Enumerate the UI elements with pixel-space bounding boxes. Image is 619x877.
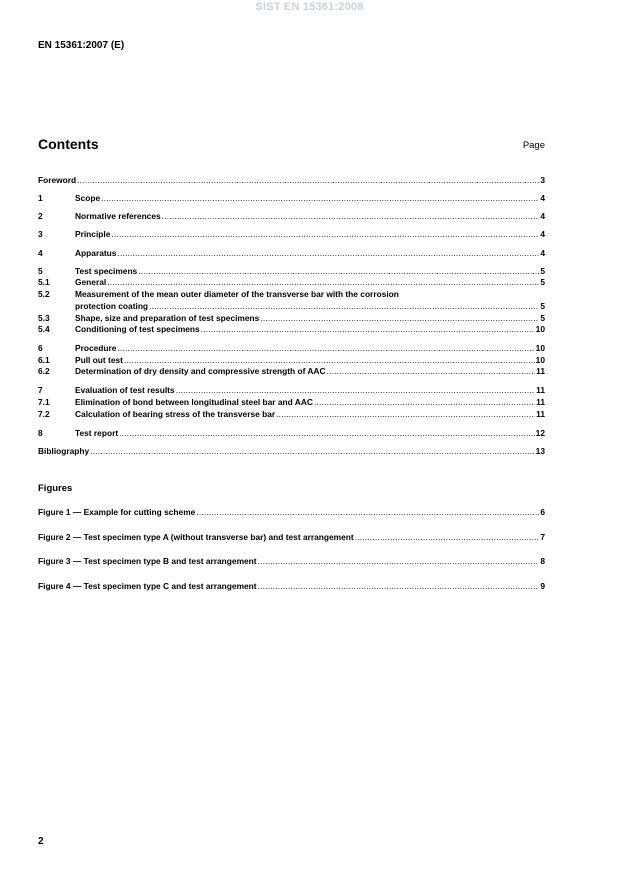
toc-page: 10 xyxy=(535,355,545,365)
toc-number: 8 xyxy=(38,428,43,438)
toc-entry-4[interactable] xyxy=(38,248,545,259)
toc-number: 1 xyxy=(38,193,43,203)
toc-entry-6-2[interactable] xyxy=(38,366,545,377)
dot-leader xyxy=(101,193,539,204)
toc-entry-7-2[interactable] xyxy=(38,409,545,420)
toc-entry-5-2[interactable] xyxy=(38,289,545,300)
dot-leader xyxy=(117,248,539,259)
toc-entry-5-3[interactable] xyxy=(38,313,545,324)
toc-title: Apparatus xyxy=(75,248,117,258)
figure-entry-3[interactable] xyxy=(38,556,545,567)
figure-page: 9 xyxy=(540,581,545,591)
toc-page: 4 xyxy=(540,193,545,203)
toc-number: 4 xyxy=(38,248,43,258)
toc-title: Principle xyxy=(75,229,111,239)
figure-page: 6 xyxy=(540,507,545,517)
page-column-label: Page xyxy=(522,140,545,151)
toc-page: 5 xyxy=(540,266,545,276)
toc-page: 11 xyxy=(536,397,545,407)
toc-page: 12 xyxy=(535,428,545,438)
toc-title: Pull out test xyxy=(75,355,123,365)
dot-leader xyxy=(276,409,535,420)
figure-entry-2[interactable] xyxy=(38,532,545,543)
toc-title: Procedure xyxy=(75,343,117,353)
figure-title: Figure 2 — Test specimen type A (without transverse bar) and test arrangement xyxy=(38,532,354,542)
figure-entry-4[interactable] xyxy=(38,581,545,592)
page-number: 2 xyxy=(38,836,44,847)
toc-page: 5 xyxy=(540,301,545,311)
dot-leader xyxy=(77,175,539,186)
toc-title: Determination of dry density and compressive strength of AAC xyxy=(75,366,326,376)
toc-title: Test specimens xyxy=(75,266,138,276)
toc-title: General xyxy=(75,277,107,287)
toc-page: 5 xyxy=(540,313,545,323)
toc-number: 7 xyxy=(38,385,43,395)
toc-number: 6.2 xyxy=(38,366,50,376)
dot-leader xyxy=(258,581,540,592)
toc-number: 3 xyxy=(38,229,43,239)
toc-entry-2[interactable] xyxy=(38,211,545,222)
toc-number: 2 xyxy=(38,211,43,221)
figure-page: 8 xyxy=(540,556,545,566)
toc-number: 6 xyxy=(38,343,43,353)
toc-page: 10 xyxy=(535,324,545,334)
toc-entry-7[interactable] xyxy=(38,385,545,396)
toc-title: protection coating xyxy=(75,301,149,311)
toc-title: Test report xyxy=(75,428,119,438)
toc-title: Foreword xyxy=(38,175,77,185)
toc-title: Scope xyxy=(75,193,101,203)
toc-page: 11 xyxy=(536,385,545,395)
dot-leader xyxy=(138,266,539,277)
toc-title: Evaluation of test results xyxy=(75,385,175,395)
dot-leader xyxy=(119,428,535,439)
toc-number: 7.2 xyxy=(38,409,50,419)
figure-page: 7 xyxy=(540,532,545,542)
dot-leader xyxy=(111,229,539,240)
toc-page: 4 xyxy=(540,211,545,221)
dot-leader xyxy=(196,507,539,518)
toc-page: 5 xyxy=(540,277,545,287)
dot-leader xyxy=(90,446,534,457)
toc-page: 4 xyxy=(540,248,545,258)
toc-title: Elimination of bond between longitudinal steel bar and AAC xyxy=(75,397,313,407)
toc-number: 7.1 xyxy=(38,397,50,407)
dot-leader xyxy=(355,532,540,543)
toc-title: Bibliography xyxy=(38,446,90,456)
toc-entry-bibliography[interactable] xyxy=(38,446,545,457)
dot-leader xyxy=(107,277,539,288)
dot-leader xyxy=(260,313,539,324)
toc-page: 13 xyxy=(535,446,545,456)
toc-entry-5-2-continued[interactable] xyxy=(38,301,545,312)
toc-entry-foreword[interactable] xyxy=(38,175,545,186)
toc-number: 5 xyxy=(38,266,43,276)
toc-page: 11 xyxy=(536,366,545,376)
toc-entry-6-1[interactable] xyxy=(38,355,545,366)
toc-number: 5.4 xyxy=(38,324,50,334)
dot-leader xyxy=(124,355,535,366)
document-id: EN 15361:2007 (E) xyxy=(38,40,125,51)
toc-entry-5-1[interactable] xyxy=(38,277,545,288)
toc-entry-6[interactable] xyxy=(38,343,545,354)
dot-leader xyxy=(258,556,540,567)
figure-entry-1[interactable] xyxy=(38,507,545,518)
toc-number: 5.3 xyxy=(38,313,50,323)
dot-leader xyxy=(162,211,540,222)
contents-heading: Contents xyxy=(38,136,99,152)
figure-title: Figure 4 — Test specimen type C and test arrangement xyxy=(38,581,257,591)
toc-page: 3 xyxy=(540,175,545,185)
toc-title: Calculation of bearing stress of the transverse bar xyxy=(75,409,276,419)
toc-number: 6.1 xyxy=(38,355,50,365)
toc-page: 11 xyxy=(536,409,545,419)
toc-entry-3[interactable] xyxy=(38,229,545,240)
toc-page: 10 xyxy=(535,343,545,353)
toc-title: Conditioning of test specimens xyxy=(75,324,200,334)
watermark: SIST EN 15361:2008 xyxy=(255,1,364,13)
toc-entry-1[interactable] xyxy=(38,193,545,204)
toc-title-line1: Measurement of the mean outer diameter of the transverse bar with the corrosion xyxy=(75,289,399,299)
toc-title: Normative references xyxy=(75,211,161,221)
dot-leader xyxy=(149,301,539,312)
dot-leader xyxy=(327,366,536,377)
dot-leader xyxy=(314,397,535,408)
toc-entry-5[interactable] xyxy=(38,266,545,277)
toc-entry-7-1[interactable] xyxy=(38,397,545,408)
figure-title: Figure 3 — Test specimen type B and test arrangement xyxy=(38,556,257,566)
dot-leader xyxy=(201,324,535,335)
toc-entry-5-4[interactable] xyxy=(38,324,545,335)
toc-page: 4 xyxy=(540,229,545,239)
toc-title: Shape, size and preparation of test specimens xyxy=(75,313,260,323)
figure-title: Figure 1 — Example for cutting scheme xyxy=(38,507,196,517)
toc-number: 5.2 xyxy=(38,289,50,299)
dot-leader xyxy=(176,385,536,396)
toc-number: 5.1 xyxy=(38,277,50,287)
figures-heading: Figures xyxy=(38,483,73,494)
dot-leader xyxy=(117,343,534,354)
toc-entry-8[interactable] xyxy=(38,428,545,439)
